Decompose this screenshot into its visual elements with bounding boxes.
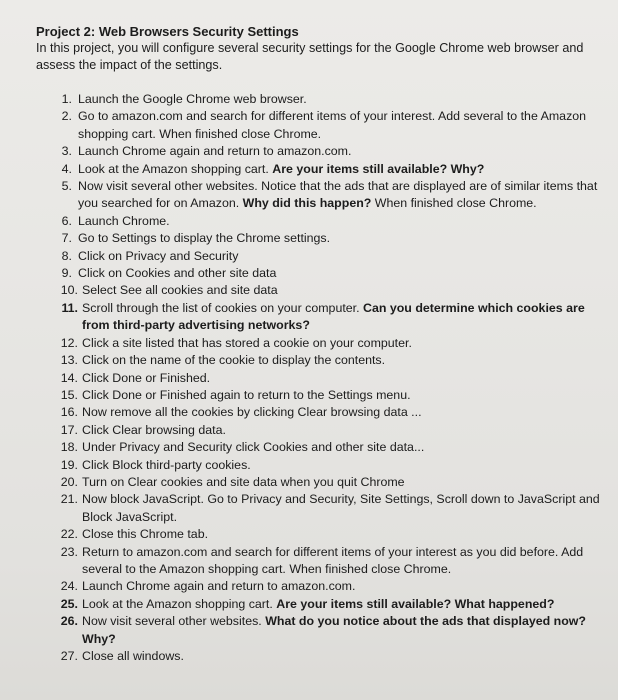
step-item [0,474,618,491]
step-plain-text: Click on the name of the cookie to display the contents. [82,353,386,368]
step-item [0,457,618,474]
step-item [0,265,618,282]
step-text [82,336,412,350]
step-item [0,544,618,579]
step-question: Why did this happen? [242,196,372,211]
step-number: 10. [60,283,78,298]
step-number: 27. [60,649,78,663]
step-text [82,440,424,454]
step-number: 15. [60,387,78,402]
step-plain-text: Under Privacy and Security click Cookies and other site data... [82,440,425,455]
step-item [0,526,618,543]
step-number: 1. [61,92,72,106]
step-number: 21. [60,492,78,507]
step-number: 12. [60,335,78,350]
step-plain-text: Now block JavaScript. Go to Privacy and Security, Site Settings, Scroll down to JavaScript and Block JavaScript. [82,492,600,524]
step-plain-text: Turn on Clear cookies and site data when you quit Chrome [82,474,405,489]
step-number: 22. [60,527,78,542]
step-plain-text: Click Done or Finished again to return to the Settings menu. [82,387,411,402]
step-plain-text: Launch Chrome again and return to amazon.com. [82,579,356,594]
step-text [78,144,351,158]
step-item [0,422,618,439]
step-number: 3. [61,144,72,159]
step-text [82,492,600,523]
step-text [82,283,278,297]
step-item [0,596,618,613]
step-question: Are your items still available? What happened? [276,596,555,611]
step-text [82,545,583,576]
document-intro: In this project, you will configure several security settings for the Google Chrome web browser and assess the impact of the settings. [36,41,584,72]
step-text [78,162,484,176]
step-number: 18. [60,440,78,455]
step-plain-text: Click Block third-party cookies. [82,457,251,472]
step-item [0,108,618,143]
step-plain-text: Click Clear browsing data. [82,422,226,437]
step-number: 26. [60,614,78,629]
step-plain-text: Close all windows. [82,649,184,663]
step-text [82,388,411,402]
step-text [82,458,251,472]
step-item [0,387,618,404]
step-question: Can you determine which cookies are from third-party advertising networks? [82,300,585,333]
step-item [0,248,618,265]
step-plain-text: Now remove all the cookies by clicking Clear browsing data ... [82,405,422,420]
step-plain-text: Look at the Amazon shopping cart. [78,161,273,176]
step-number: 19. [60,457,78,472]
step-number: 4. [61,161,72,176]
step-plain-text: Return to amazon.com and search for different items of your interest as you did before. Add several to the Amazon shopping cart. When finished close Chrome. [82,544,584,576]
step-text [82,353,385,367]
step-plain-text: Close this Chrome tab. [82,527,209,542]
step-plain-text: Click a site listed that has stored a cookie on your computer. [82,335,412,350]
step-item [0,648,618,665]
step-text [82,405,422,419]
step-number: 7. [61,231,72,246]
step-text [82,579,355,593]
step-number: 6. [61,213,72,228]
step-number: 25. [60,596,78,611]
step-item [0,352,618,369]
step-item [0,404,618,421]
step-text [82,301,585,332]
step-plain-text: Click on Cookies and other site data [78,266,277,281]
step-item [0,178,618,213]
step-number: 5. [61,179,72,194]
step-text [82,371,210,385]
step-trailing-text: When finished close Chrome. [371,196,537,211]
step-item [0,439,618,456]
step-text [82,475,405,489]
step-item [0,161,618,178]
step-plain-text: Launch Chrome again and return to amazon.com. [78,144,352,159]
step-number: 2. [61,109,72,124]
step-plain-text: Go to amazon.com and search for different items of your interest. Add several to the Amazon shopping cart. When finished close Chrome. [78,109,587,141]
step-plain-text: Now visit several other websites. Notice that the ads that are displayed are of similar items that you searched for on Amazon. [78,179,598,211]
step-text [82,614,586,645]
step-plain-text: Launch the Google Chrome web browser. [78,92,307,106]
step-item [0,491,618,526]
step-text [82,649,184,663]
step-item [0,578,618,595]
step-plain-text: Select See all cookies and site data [82,283,278,298]
step-number: 20. [60,474,78,489]
step-item [0,91,618,108]
step-item [0,213,618,230]
step-number: 9. [61,266,72,281]
step-plain-text: Go to Settings to display the Chrome settings. [78,231,331,246]
document-title: Project 2: Web Browsers Security Settings [36,24,299,39]
steps-list [0,91,618,665]
step-number: 23. [60,544,78,559]
step-question: Are your items still available? Why? [272,161,485,176]
step-item [0,143,618,160]
step-text [78,109,586,140]
step-number: 8. [61,248,72,263]
step-item [0,230,618,247]
step-number: 16. [60,405,78,420]
step-question: What do you notice about the ads that displayed now? Why? [82,614,586,646]
step-plain-text: Look at the Amazon shopping cart. [82,596,277,611]
step-text [78,179,597,210]
step-item [0,300,618,335]
step-item [0,335,618,352]
step-number: 14. [60,370,78,385]
step-text [82,423,226,437]
step-item [0,282,618,299]
step-text [78,249,238,263]
step-item [0,613,618,648]
step-plain-text: Launch Chrome. [78,213,170,228]
step-text [78,266,276,280]
step-text [78,231,330,245]
step-plain-text: Now visit several other websites. [82,614,266,629]
step-item [0,370,618,387]
step-number: 13. [60,353,78,368]
step-plain-text: Scroll through the list of cookies on your computer. [82,300,363,315]
step-number: 11. [61,300,78,315]
step-number: 24. [60,579,78,594]
step-text [82,527,208,541]
step-plain-text: Click on Privacy and Security [78,248,239,263]
step-plain-text: Click Done or Finished. [82,370,211,385]
step-text [78,214,170,228]
step-number: 17. [60,422,78,437]
step-text [82,597,554,611]
step-text [78,92,307,106]
